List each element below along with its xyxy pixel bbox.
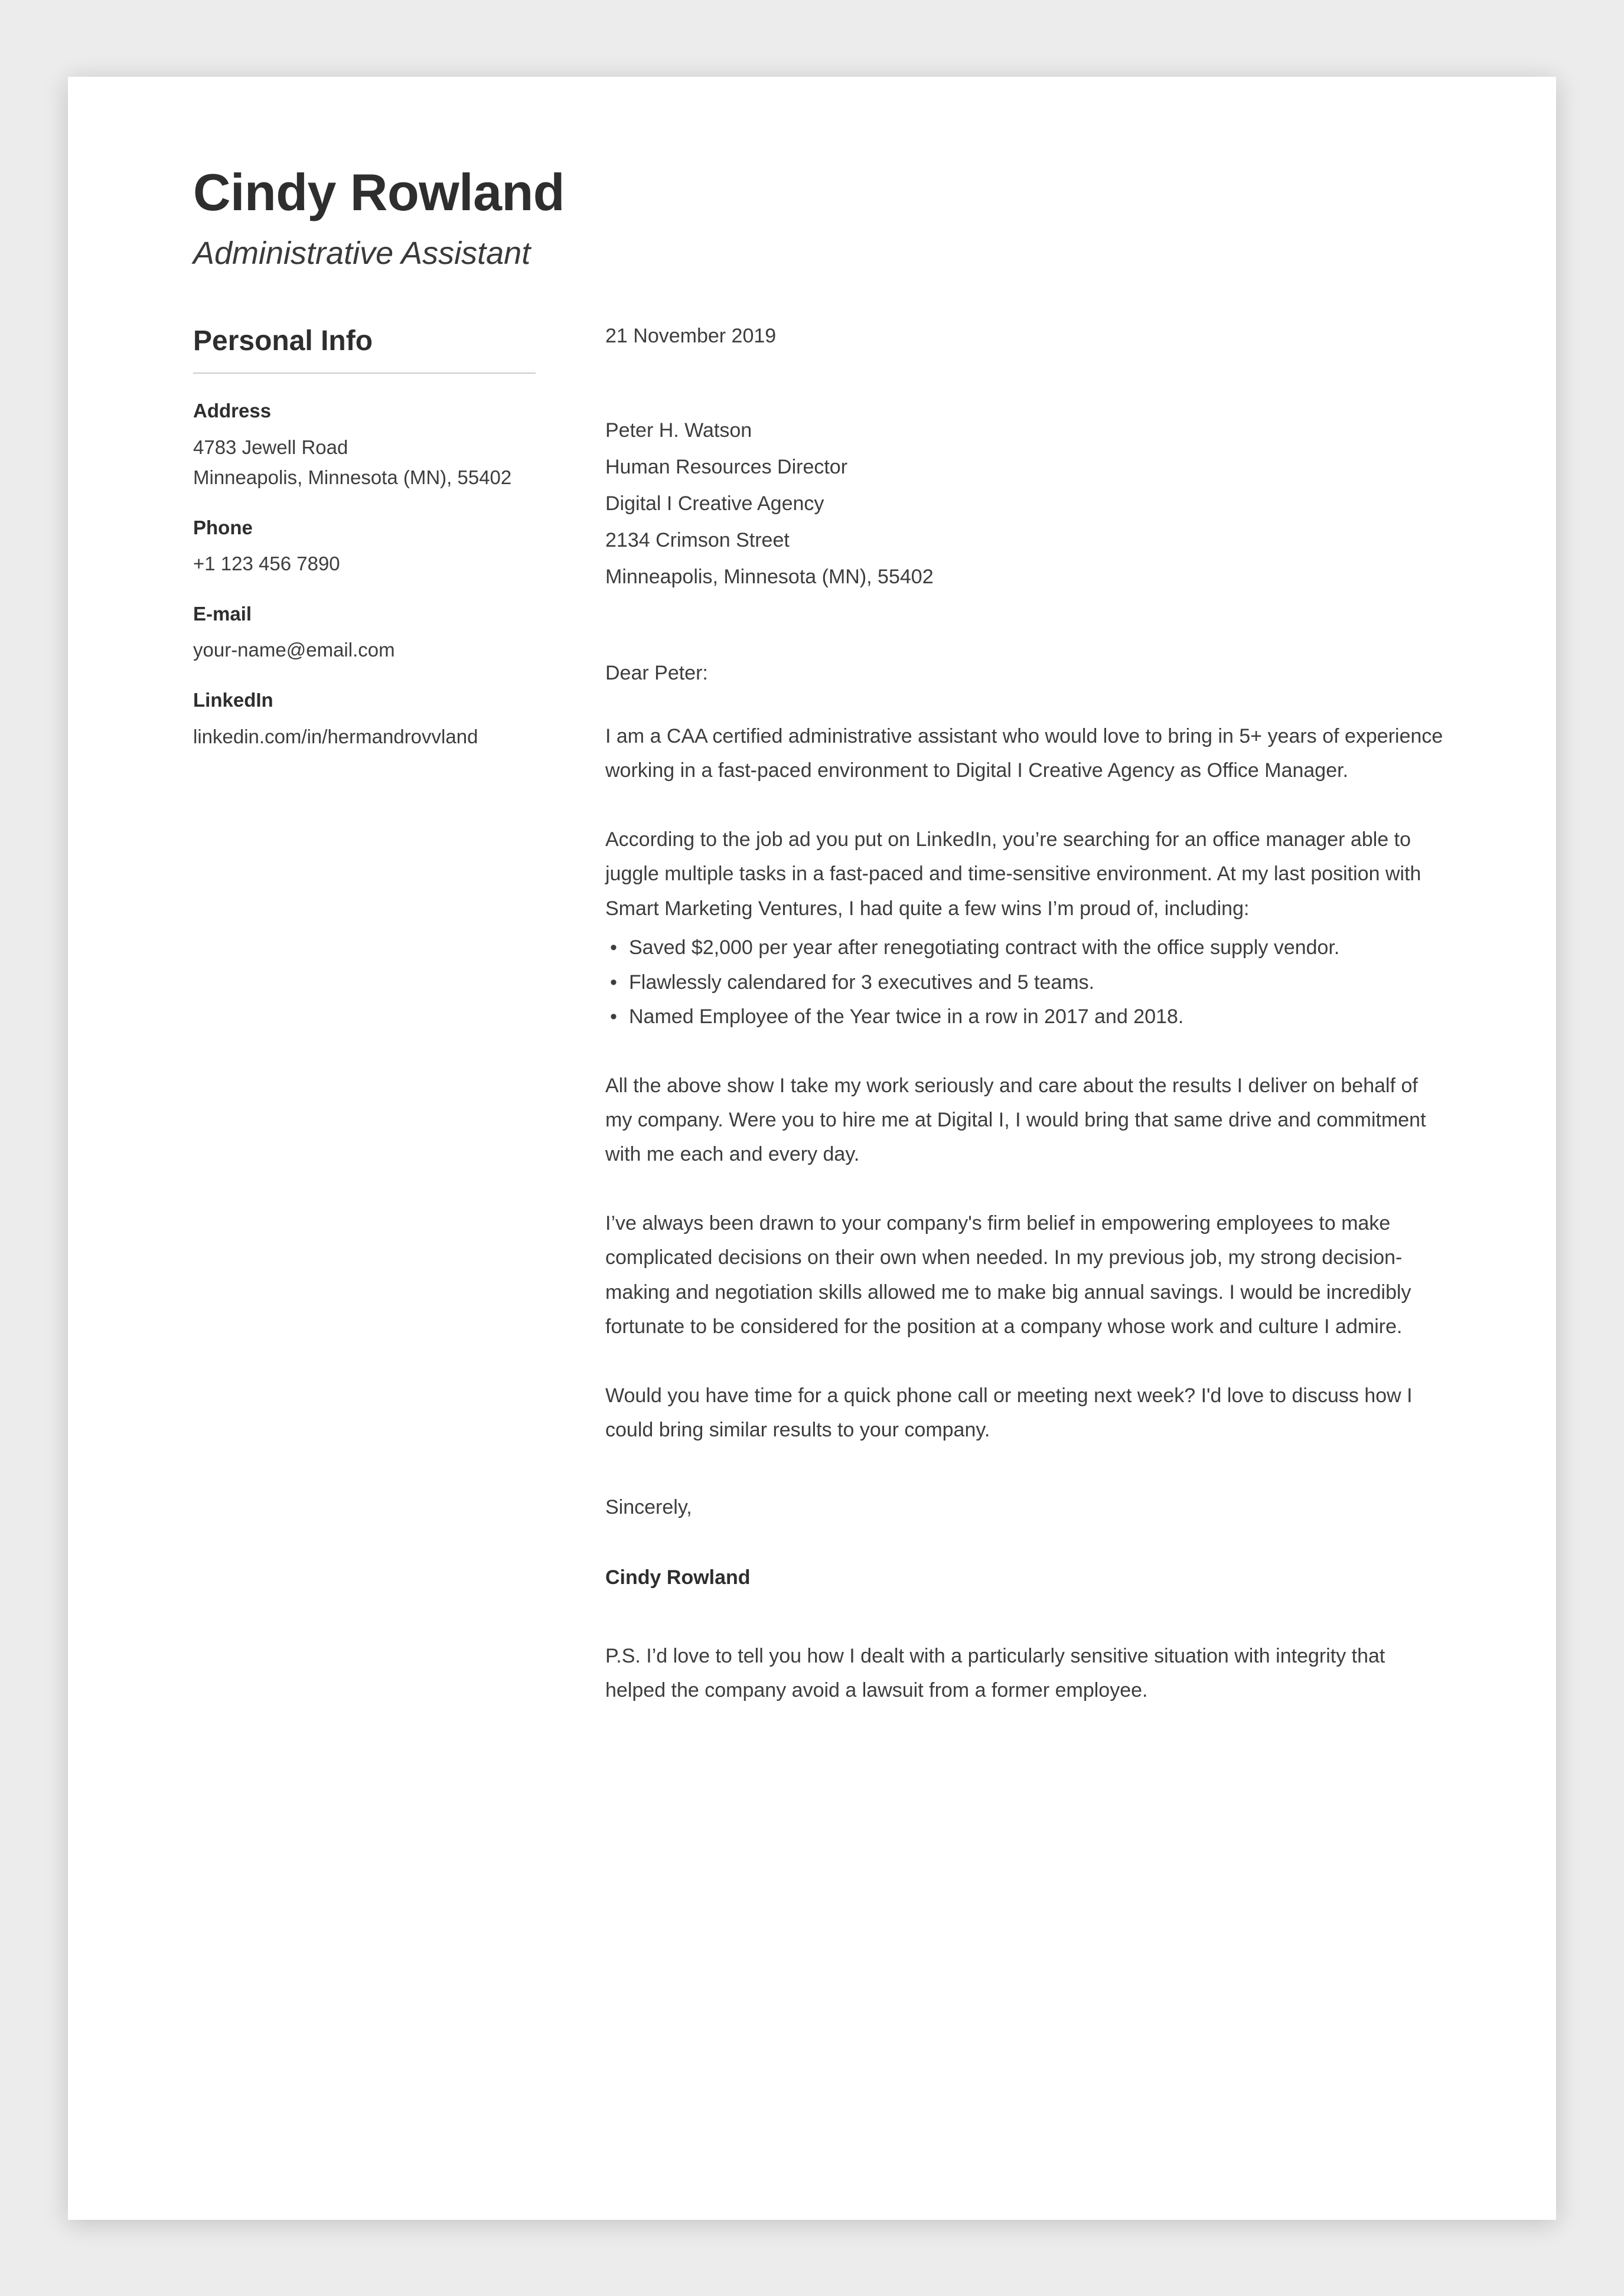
page-title: Cindy Rowland [193,163,565,221]
info-block-email [193,602,536,665]
recipient-line-city: Minneapolis, Minnesota (MN), 55402 [605,565,934,588]
info-label-address: Address [193,400,272,422]
info-value-address-line1: 4783 Jewell Road [193,436,348,459]
list-item: • Named Employee of the Year twice in a row in 2017 and 2018. [605,1000,1444,1034]
salutation: Dear Peter: [605,661,708,684]
list-item: • Saved $2,000 per year after renegotiating contract with the office supply vendor. [605,930,1444,965]
info-label-linkedin: LinkedIn [193,688,273,711]
sidebar-heading: Personal Info [193,325,373,357]
achievement-list [605,930,1444,1034]
paragraph-5: Would you have time for a quick phone call or meeting next week? I'd love to discuss how I could bring similar results to your company. [605,1384,1413,1442]
recipient-line-company: Digital I Creative Agency [605,492,824,515]
info-value-linkedin[interactable]: linkedin.com/in/hermandrovvland [193,725,478,747]
closing: Sincerely, [605,1495,692,1518]
recipient-block [605,413,1444,595]
paragraph-1: I am a CAA certified administrative assistant who would love to bring in 5+ years of experience working in a fast-paced environment to Digital I Creative Agency as Office Manager. [605,724,1443,782]
sidebar-divider [193,373,536,374]
info-value-email[interactable]: your-name@email.com [193,639,395,661]
letter-body [571,325,1444,1727]
letter-header [193,165,1444,272]
recipient-line-street: 2134 Crimson Street [605,529,790,552]
paragraph-2: According to the job ad you put on LinkedIn, you’re searching for an office manager able to juggle multiple tasks in a fast-paced and time-sensitive environment. At my last position with Smart Marketing Ventures, I had quite a few wins I’m proud of, including: [605,828,1421,920]
content-columns [193,325,1444,1727]
info-block-linkedin [193,688,536,752]
cover-letter-page [68,77,1556,2220]
personal-info-sidebar [193,325,571,773]
postscript: P.S. I’d love to tell you how I dealt with a particularly sensitive situation with integrity that helped the company avoid a lawsuit from a former employee. [605,1644,1385,1702]
info-value-phone: +1 123 456 7890 [193,553,340,575]
letter-date: 21 November 2019 [605,325,777,348]
info-label-email: E-mail [193,602,252,625]
recipient-line-title: Human Resources Director [605,456,848,479]
list-item: • Flawlessly calendared for 3 executives and 5 teams. [605,965,1444,1000]
signature-name: Cindy Rowland [605,1566,751,1589]
info-value-address-line2: Minneapolis, Minnesota (MN), 55402 [193,466,512,489]
paragraph-4: I’ve always been drawn to your company's firm belief in empowering employees to make complicated decisions on their own when needed. In my previous job, my strong decision-making and negotiation skills allowed me to make big annual savings. I would be incredibly fortunate to be considered for the position at a company whose work and culture I admire. [605,1211,1411,1338]
info-label-phone: Phone [193,516,253,538]
info-block-address [193,399,536,492]
paragraph-3: All the above show I take my work seriously and care about the results I deliver on behalf of my company. Were you to hire me at Digital I, I would bring that same drive and commitment with me each and every day. [605,1074,1426,1166]
info-block-phone [193,515,536,579]
job-title: Administrative Assistant [193,236,531,272]
recipient-line-name: Peter H. Watson [605,419,752,442]
